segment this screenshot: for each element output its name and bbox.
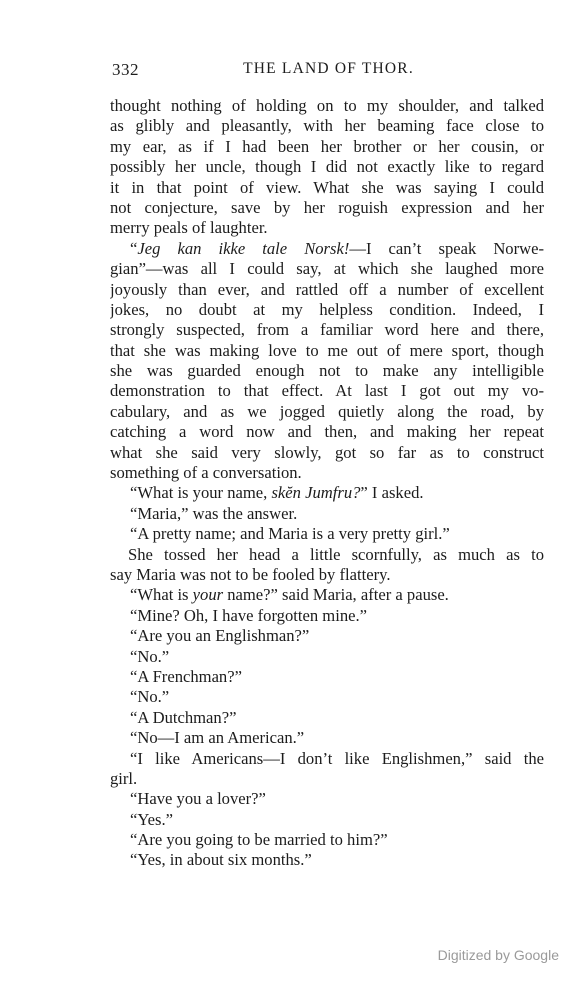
text-line: possibly her uncle, though I did not exactly like to regard xyxy=(110,157,544,177)
dialogue-line: “Have you a lover?” xyxy=(130,789,266,809)
digitized-watermark: Digitized by Google xyxy=(437,947,559,963)
text-line-italic-lead: “Jeg kan ikke tale Norsk!—I can’t speak Norwe- xyxy=(130,238,544,258)
text-line: cabulary, and as we jogged quietly along the road, by xyxy=(110,401,544,421)
dialogue-line: “What is your name, skĕn Jumfru?” I asked. xyxy=(130,483,424,503)
text-line: thought nothing of holding on to my shoulder, and talked xyxy=(110,96,544,115)
dialogue-line: “Maria,” was the answer. xyxy=(130,503,298,523)
dialogue-line: “A Frenchman?” xyxy=(130,666,242,686)
text-line: strongly suspected, from a familiar word here and there, xyxy=(110,320,544,340)
text-line: merry peals of laughter. xyxy=(110,218,268,238)
dialogue-line: “No.” xyxy=(130,646,170,666)
dialogue-line: “Mine? Oh, I have forgotten mine.” xyxy=(130,605,367,625)
text-line: she was guarded enough not to make any intelligible xyxy=(110,361,544,381)
text-line: that she was making love to me out of mere sport, though xyxy=(110,340,544,360)
text-line: my ear, as if I had been her brother or her cousin, or xyxy=(110,136,544,156)
text-line: joyously than ever, and rattled off a number of excellent xyxy=(110,279,544,299)
text-line: it in that point of view. What she was saying I could xyxy=(110,177,544,197)
dialogue-line: “No—I am an American.” xyxy=(130,728,305,748)
text-line: jokes, no doubt at my helpless condition. Indeed, I xyxy=(110,299,544,319)
dialogue-line: “I like Americans—I don’t like Englishmen,” said the xyxy=(130,748,544,768)
running-title: THE LAND OF THOR. xyxy=(243,60,414,77)
page-number: 332 xyxy=(112,60,139,79)
text-line: catching a word now and then, and making her repeat xyxy=(110,422,544,442)
text-line: girl. xyxy=(110,768,138,788)
dialogue-line: “A Dutchman?” xyxy=(130,707,237,727)
dialogue-line: “What is your name?” said Maria, after a pause. xyxy=(130,585,449,605)
text-line: gian”—was all I could say, at which she laughed more xyxy=(110,259,544,279)
page-header xyxy=(112,60,545,84)
text-line: what she said very slowly, got so far as to construct xyxy=(110,442,544,462)
text-line: not conjecture, save by her roguish expression and her xyxy=(110,197,544,217)
text-line: as glibly and pleasantly, with her beaming face close to xyxy=(110,116,544,136)
dialogue-line: “Are you going to be married to him?” xyxy=(130,830,388,850)
dialogue-line: “Yes, in about six months.” xyxy=(130,850,312,870)
text-line: She tossed her head a little scornfully, as much as to xyxy=(128,544,544,564)
text-line: say Maria was not to be fooled by flattery. xyxy=(110,564,391,584)
dialogue-line: “No.” xyxy=(130,687,170,707)
text-line: demonstration to that effect. At last I got out my vo- xyxy=(110,381,544,401)
body-text xyxy=(110,96,544,871)
dialogue-line: “Yes.” xyxy=(130,809,174,829)
text-line: something of a conversation. xyxy=(110,463,302,483)
dialogue-line: “Are you an Englishman?” xyxy=(130,626,310,646)
dialogue-line: “A pretty name; and Maria is a very pretty girl.” xyxy=(130,524,450,544)
